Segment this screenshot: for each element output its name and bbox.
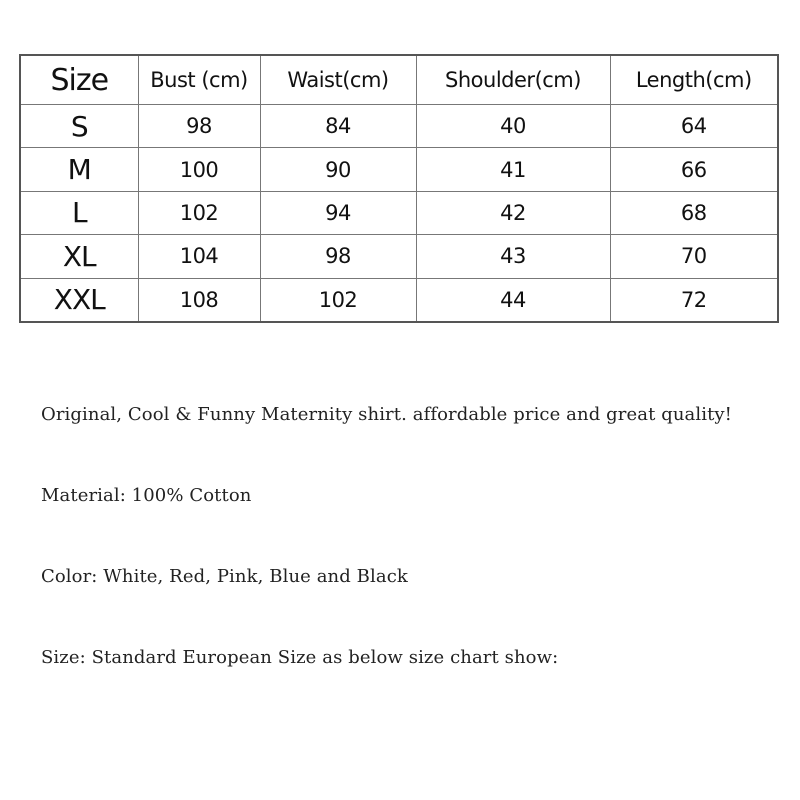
size-label: M [20,148,138,191]
header-length: Length(cm) [610,55,778,105]
table-row [20,191,778,234]
shoulder-value: 41 [416,148,610,191]
length-value: 70 [610,235,778,278]
length-value: 64 [610,105,778,148]
header-shoulder: Shoulder(cm) [416,55,610,105]
color-info: Color: White, Red, Pink, Blue and Black [41,566,408,587]
shoulder-value: 44 [416,278,610,322]
shoulder-value: 43 [416,235,610,278]
length-value: 66 [610,148,778,191]
size-chart-header-row [20,55,778,105]
header-waist: Waist(cm) [260,55,416,105]
table-row [20,278,778,322]
bust-value: 100 [138,148,260,191]
bust-value: 102 [138,191,260,234]
bust-value: 98 [138,105,260,148]
waist-value: 84 [260,105,416,148]
waist-value: 102 [260,278,416,322]
length-value: 72 [610,278,778,322]
bust-value: 108 [138,278,260,322]
size-info: Size: Standard European Size as below size chart show: [41,647,559,668]
shoulder-value: 40 [416,105,610,148]
material-info: Material: 100% Cotton [41,485,252,506]
waist-value: 94 [260,191,416,234]
size-label: L [20,191,138,234]
bust-value: 104 [138,235,260,278]
size-label: S [20,105,138,148]
table-row [20,148,778,191]
length-value: 68 [610,191,778,234]
product-tagline: Original, Cool & Funny Maternity shirt. affordable price and great quality! [41,404,733,425]
header-bust: Bust (cm) [138,55,260,105]
table-row [20,105,778,148]
header-size: Size [20,55,138,105]
size-label: XL [20,235,138,278]
waist-value: 98 [260,235,416,278]
size-chart-table [19,54,779,323]
table-row [20,235,778,278]
size-label: XXL [20,278,138,322]
shoulder-value: 42 [416,191,610,234]
waist-value: 90 [260,148,416,191]
